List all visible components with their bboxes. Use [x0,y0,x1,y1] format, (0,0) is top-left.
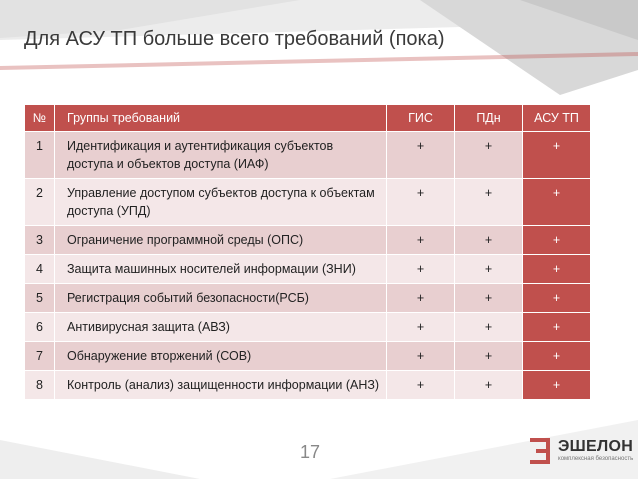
row-pdn: + [455,255,523,284]
row-group: Контроль (анализ) защищенности информации (АНЗ) [55,371,387,400]
table-row [25,132,591,179]
requirements-table [24,104,591,400]
row-gis: + [387,179,455,226]
row-num: 6 [25,313,55,342]
table-row [25,342,591,371]
table-row [25,284,591,313]
header-group: Группы требований [55,105,387,132]
page-number: 17 [300,442,321,462]
row-num: 4 [25,255,55,284]
row-gis: + [387,132,455,179]
row-pdn: + [455,179,523,226]
row-pdn: + [455,313,523,342]
row-pdn: + [455,132,523,179]
row-asu: + [523,342,591,371]
row-asu: + [523,284,591,313]
row-group: Обнаружение вторжений (СОВ) [55,342,387,371]
row-asu: + [523,313,591,342]
row-num: 3 [25,226,55,255]
row-group: Управление доступом субъектов доступа к объектам доступа (УПД) [55,179,387,226]
header-num: № [25,105,55,132]
company-logo [530,438,633,464]
table-row [25,371,591,400]
row-num: 7 [25,342,55,371]
row-group: Идентификация и аутентификация субъектов доступа и объектов доступа (ИАФ) [55,132,387,179]
logo-tagline: комплексная безопасность [558,456,634,462]
header-pdn: ПДн [455,105,523,132]
row-group: Антивирусная защита (АВЗ) [55,313,387,342]
row-num: 5 [25,284,55,313]
row-gis: + [387,313,455,342]
table-row [25,226,591,255]
row-group: Регистрация событий безопасности(РСБ) [55,284,387,313]
row-asu: + [523,255,591,284]
row-gis: + [387,284,455,313]
header-gis: ГИС [387,105,455,132]
row-gis: + [387,342,455,371]
row-pdn: + [455,284,523,313]
row-num: 8 [25,371,55,400]
table-header-row [25,105,591,132]
row-pdn: + [455,226,523,255]
row-num: 1 [25,132,55,179]
row-gis: + [387,226,455,255]
row-asu: + [523,179,591,226]
table-row [25,179,591,226]
header-asu: АСУ ТП [523,105,591,132]
row-asu: + [523,132,591,179]
slide-title: Для АСУ ТП больше всего требований (пока) [24,28,445,50]
row-group: Защита машинных носителей информации (ЗНИ) [55,255,387,284]
logo-name: ЭШЕЛОН [558,438,634,455]
row-group: Ограничение программной среды (ОПС) [55,226,387,255]
row-asu: + [523,371,591,400]
row-gis: + [387,371,455,400]
table-row [25,313,591,342]
row-pdn: + [455,342,523,371]
row-num: 2 [25,179,55,226]
row-asu: + [523,226,591,255]
row-gis: + [387,255,455,284]
echelon-logo-icon [530,438,552,464]
row-pdn: + [455,371,523,400]
table-row [25,255,591,284]
